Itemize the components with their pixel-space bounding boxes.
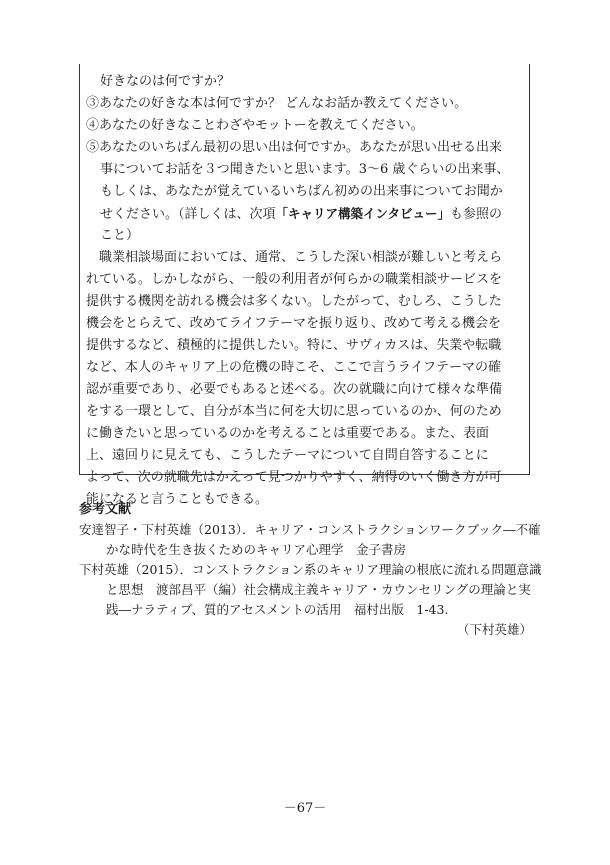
list-item-5-line-5: こと） — [100, 228, 140, 243]
para-line: 上、遠回りに見えても、こうしたテーマについて自問自答することに — [86, 448, 489, 463]
content-box — [79, 64, 530, 507]
para-line: をする一環として、自分が本当に何を大切に思っているのか、何のため — [86, 404, 502, 419]
item5-text-pre: せください。（詳しくは、次項 — [100, 207, 276, 222]
reference-2-line-3: 践―ナラティブ、質的アセスメントの活用 福村出版 1-43. — [106, 602, 449, 617]
para-line: 提供する機関を訪れる機会は多くない。したがって、むしろ、こうした — [86, 294, 502, 309]
para-line: など、本人のキャリア上の危機の時こそ、ここで言うライフテーマの確 — [86, 360, 501, 375]
para-line: 機会をとらえて、改めてライフテーマを振り返り、改めて考える機会を — [86, 316, 501, 331]
list-item-5-line-2: 事についてお話を３つ聞きたいと思います。3～6 歳ぐらいの出来事、 — [100, 162, 510, 177]
para-line: れている。しかしながら、一般の利用者が何らかの職業相談サービスを — [86, 272, 503, 287]
reference-1-line-2: かな時代を生き抜くためのキャリア心理学 金子書房 — [106, 542, 407, 557]
para-line: 提供するなど、積極的に提供したい。特に、サヴィカスは、失業や転職 — [86, 338, 502, 353]
para-line: に働きたいと思っているのかを考えることは重要である。また、表面 — [86, 426, 490, 441]
reference-2-line-2: と思想 渡部昌平（編）社会構成主義キャリア・カウンセリングの理論と実 — [106, 582, 531, 597]
item2-continuation: 好きなのは何ですか？ — [100, 74, 231, 89]
list-item-3: ③あなたの好きな本は何ですか？ どんなお話か教えてください。 — [86, 96, 468, 111]
reference-2-line-1: 下村英雄（2015）．コンストラクション系のキャリア理論の根底に流れる問題意識 — [79, 562, 542, 577]
page-number: －67－ — [283, 801, 327, 816]
reference-1-line-1: 安達智子・下村英雄（2013）．キャリア・コンストラクションワークブック―不確 — [79, 522, 541, 537]
list-item-4: ④あなたの好きなことわざやモットーを教えてください。 — [86, 118, 424, 133]
para-line: 認が重要であり、必要でもあると述べる。次の就職に向けて様々な準備 — [86, 382, 503, 397]
author-signature: （下村英雄） — [456, 622, 532, 637]
item5-bold-reference: 「キャリア構築インタビュー」 — [275, 206, 451, 221]
references-heading: 参考文献 — [79, 502, 132, 517]
item5-text-post: も参照の — [450, 207, 503, 222]
list-item-5-line-1: ⑤あなたのいちばん最初の思い出は何ですか。あなたが思い出せる出来 — [86, 140, 503, 155]
list-item-5-line-4 — [100, 205, 502, 224]
list-item-5-line-3: もしくは、あなたが覚えているいちばん初めの出来事についてお聞か — [100, 184, 503, 199]
para-line: 能になると言うこともできる。 — [86, 492, 269, 507]
para-line: 職業相談場面においては、通常、こうした深い相談が難しいと考えら — [86, 250, 503, 265]
para-line: よって、次の就職先はかえって見つかりやすく、納得のいく働き方が可 — [86, 470, 502, 485]
